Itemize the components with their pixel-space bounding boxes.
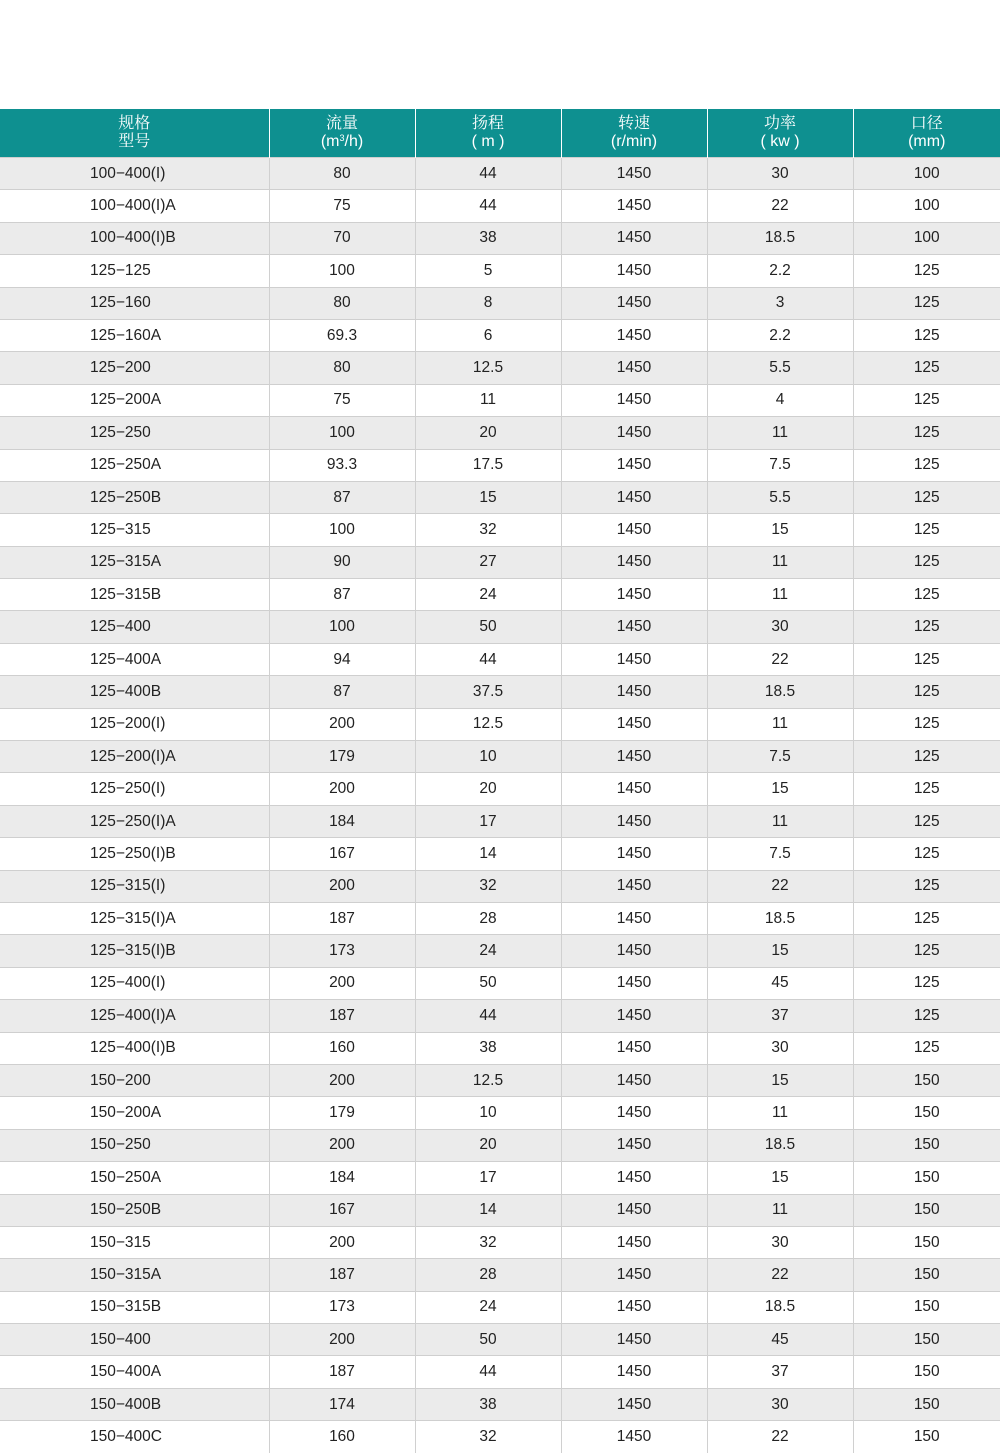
cell-power: 7.5 <box>707 838 853 870</box>
cell-head: 32 <box>415 1421 561 1453</box>
table-row <box>0 1421 1000 1453</box>
cell-flow: 200 <box>269 773 415 805</box>
cell-power: 45 <box>707 967 853 999</box>
cell-flow: 100 <box>269 514 415 546</box>
cell-model: 150−250B <box>0 1194 269 1226</box>
cell-power: 15 <box>707 514 853 546</box>
cell-diameter: 150 <box>853 1388 1000 1420</box>
cell-speed: 1450 <box>561 741 707 773</box>
cell-flow: 187 <box>269 902 415 934</box>
cell-flow: 200 <box>269 1064 415 1096</box>
cell-diameter: 150 <box>853 1291 1000 1323</box>
table-row <box>0 1064 1000 1096</box>
cell-flow: 80 <box>269 158 415 190</box>
header-speed: 转速 (r/min) <box>561 109 707 158</box>
cell-power: 4 <box>707 384 853 416</box>
cell-power: 11 <box>707 579 853 611</box>
cell-head: 12.5 <box>415 352 561 384</box>
cell-flow: 200 <box>269 1129 415 1161</box>
cell-speed: 1450 <box>561 352 707 384</box>
cell-flow: 167 <box>269 1194 415 1226</box>
cell-model: 125−250(I)B <box>0 838 269 870</box>
cell-power: 22 <box>707 190 853 222</box>
cell-model: 125−400(I)A <box>0 1000 269 1032</box>
table-row <box>0 384 1000 416</box>
table-row <box>0 1129 1000 1161</box>
cell-speed: 1450 <box>561 1129 707 1161</box>
cell-diameter: 125 <box>853 384 1000 416</box>
table-row <box>0 643 1000 675</box>
table-row <box>0 870 1000 902</box>
cell-head: 14 <box>415 838 561 870</box>
cell-speed: 1450 <box>561 611 707 643</box>
cell-power: 3 <box>707 287 853 319</box>
cell-model: 150−400C <box>0 1421 269 1453</box>
cell-model: 150−315 <box>0 1226 269 1258</box>
cell-speed: 1450 <box>561 643 707 675</box>
cell-flow: 100 <box>269 255 415 287</box>
cell-model: 150−315B <box>0 1291 269 1323</box>
cell-power: 15 <box>707 773 853 805</box>
cell-flow: 75 <box>269 384 415 416</box>
cell-head: 12.5 <box>415 1064 561 1096</box>
cell-speed: 1450 <box>561 902 707 934</box>
cell-power: 18.5 <box>707 1129 853 1161</box>
header-model: 规格 型号 <box>0 109 269 158</box>
cell-power: 22 <box>707 870 853 902</box>
cell-speed: 1450 <box>561 1324 707 1356</box>
cell-diameter: 125 <box>853 773 1000 805</box>
cell-power: 45 <box>707 1324 853 1356</box>
table-body <box>0 158 1000 1453</box>
cell-power: 18.5 <box>707 902 853 934</box>
cell-model: 125−315(I)A <box>0 902 269 934</box>
table-row <box>0 319 1000 351</box>
cell-speed: 1450 <box>561 384 707 416</box>
table-row <box>0 546 1000 578</box>
table-row <box>0 1324 1000 1356</box>
cell-diameter: 125 <box>853 902 1000 934</box>
cell-model: 125−160 <box>0 287 269 319</box>
cell-speed: 1450 <box>561 708 707 740</box>
header-head: 扬程 ( m ) <box>415 109 561 158</box>
cell-diameter: 125 <box>853 417 1000 449</box>
table-row <box>0 1194 1000 1226</box>
cell-diameter: 125 <box>853 935 1000 967</box>
cell-flow: 173 <box>269 1291 415 1323</box>
table-row <box>0 708 1000 740</box>
cell-diameter: 125 <box>853 481 1000 513</box>
cell-head: 5 <box>415 255 561 287</box>
cell-speed: 1450 <box>561 1291 707 1323</box>
cell-model: 150−315A <box>0 1259 269 1291</box>
cell-head: 20 <box>415 1129 561 1161</box>
cell-flow: 94 <box>269 643 415 675</box>
cell-speed: 1450 <box>561 1226 707 1258</box>
header-row <box>0 109 1000 158</box>
table-row <box>0 255 1000 287</box>
table-row <box>0 481 1000 513</box>
cell-head: 17 <box>415 1162 561 1194</box>
cell-flow: 200 <box>269 1226 415 1258</box>
cell-speed: 1450 <box>561 190 707 222</box>
cell-model: 100−400(I)A <box>0 190 269 222</box>
cell-diameter: 150 <box>853 1324 1000 1356</box>
cell-flow: 173 <box>269 935 415 967</box>
table-row <box>0 935 1000 967</box>
cell-flow: 179 <box>269 741 415 773</box>
cell-power: 2.2 <box>707 319 853 351</box>
cell-speed: 1450 <box>561 838 707 870</box>
cell-diameter: 150 <box>853 1194 1000 1226</box>
cell-power: 5.5 <box>707 481 853 513</box>
cell-power: 15 <box>707 935 853 967</box>
table-row <box>0 579 1000 611</box>
table-row <box>0 352 1000 384</box>
cell-model: 125−200(I)A <box>0 741 269 773</box>
cell-head: 17 <box>415 805 561 837</box>
cell-flow: 160 <box>269 1032 415 1064</box>
cell-diameter: 125 <box>853 967 1000 999</box>
cell-speed: 1450 <box>561 1000 707 1032</box>
cell-power: 30 <box>707 1032 853 1064</box>
cell-power: 30 <box>707 1226 853 1258</box>
cell-diameter: 100 <box>853 158 1000 190</box>
pump-spec-table <box>0 109 1000 1453</box>
cell-power: 11 <box>707 708 853 740</box>
cell-model: 125−250(I) <box>0 773 269 805</box>
cell-model: 125−250A <box>0 449 269 481</box>
cell-flow: 174 <box>269 1388 415 1420</box>
cell-model: 125−315(I) <box>0 870 269 902</box>
cell-speed: 1450 <box>561 1194 707 1226</box>
cell-model: 125−250(I)A <box>0 805 269 837</box>
cell-power: 11 <box>707 417 853 449</box>
cell-flow: 184 <box>269 805 415 837</box>
cell-power: 11 <box>707 1097 853 1129</box>
cell-diameter: 125 <box>853 1000 1000 1032</box>
cell-speed: 1450 <box>561 1356 707 1388</box>
cell-flow: 184 <box>269 1162 415 1194</box>
cell-diameter: 150 <box>853 1162 1000 1194</box>
cell-flow: 187 <box>269 1259 415 1291</box>
cell-diameter: 125 <box>853 449 1000 481</box>
cell-speed: 1450 <box>561 449 707 481</box>
cell-head: 10 <box>415 741 561 773</box>
cell-speed: 1450 <box>561 773 707 805</box>
table-row <box>0 1259 1000 1291</box>
cell-speed: 1450 <box>561 287 707 319</box>
cell-diameter: 125 <box>853 579 1000 611</box>
cell-diameter: 150 <box>853 1356 1000 1388</box>
cell-head: 24 <box>415 1291 561 1323</box>
table-row <box>0 1032 1000 1064</box>
cell-flow: 80 <box>269 352 415 384</box>
cell-power: 37 <box>707 1356 853 1388</box>
cell-flow: 87 <box>269 579 415 611</box>
cell-head: 8 <box>415 287 561 319</box>
cell-speed: 1450 <box>561 805 707 837</box>
cell-power: 15 <box>707 1064 853 1096</box>
cell-speed: 1450 <box>561 222 707 254</box>
cell-model: 150−400A <box>0 1356 269 1388</box>
cell-model: 100−400(I) <box>0 158 269 190</box>
cell-power: 22 <box>707 1421 853 1453</box>
cell-model: 125−315B <box>0 579 269 611</box>
cell-diameter: 125 <box>853 514 1000 546</box>
cell-model: 125−160A <box>0 319 269 351</box>
cell-head: 14 <box>415 1194 561 1226</box>
cell-diameter: 125 <box>853 1032 1000 1064</box>
cell-flow: 69.3 <box>269 319 415 351</box>
cell-flow: 200 <box>269 870 415 902</box>
cell-flow: 70 <box>269 222 415 254</box>
table-row <box>0 1388 1000 1420</box>
cell-diameter: 125 <box>853 676 1000 708</box>
cell-head: 24 <box>415 579 561 611</box>
cell-speed: 1450 <box>561 1032 707 1064</box>
cell-diameter: 125 <box>853 741 1000 773</box>
cell-head: 11 <box>415 384 561 416</box>
table-row <box>0 287 1000 319</box>
cell-model: 150−250 <box>0 1129 269 1161</box>
cell-speed: 1450 <box>561 1421 707 1453</box>
cell-power: 15 <box>707 1162 853 1194</box>
cell-diameter: 150 <box>853 1421 1000 1453</box>
table-header <box>0 109 1000 158</box>
table-row <box>0 1000 1000 1032</box>
table-row <box>0 1291 1000 1323</box>
cell-speed: 1450 <box>561 1064 707 1096</box>
cell-flow: 80 <box>269 287 415 319</box>
cell-head: 15 <box>415 481 561 513</box>
table-row <box>0 967 1000 999</box>
cell-speed: 1450 <box>561 319 707 351</box>
table-row <box>0 417 1000 449</box>
cell-speed: 1450 <box>561 417 707 449</box>
cell-diameter: 125 <box>853 287 1000 319</box>
cell-speed: 1450 <box>561 1259 707 1291</box>
table-row <box>0 1097 1000 1129</box>
cell-head: 32 <box>415 1226 561 1258</box>
cell-head: 12.5 <box>415 708 561 740</box>
cell-head: 38 <box>415 1032 561 1064</box>
cell-head: 10 <box>415 1097 561 1129</box>
cell-model: 150−400B <box>0 1388 269 1420</box>
cell-speed: 1450 <box>561 1162 707 1194</box>
cell-power: 18.5 <box>707 1291 853 1323</box>
cell-speed: 1450 <box>561 1097 707 1129</box>
cell-model: 125−400(I)B <box>0 1032 269 1064</box>
cell-head: 44 <box>415 190 561 222</box>
table-row <box>0 222 1000 254</box>
table-row <box>0 190 1000 222</box>
cell-speed: 1450 <box>561 255 707 287</box>
cell-diameter: 125 <box>853 805 1000 837</box>
cell-power: 30 <box>707 158 853 190</box>
cell-head: 28 <box>415 902 561 934</box>
header-flow-unit: $(m^3/h)$ <box>320 133 364 150</box>
cell-model: 125−250 <box>0 417 269 449</box>
cell-model: 125−200 <box>0 352 269 384</box>
cell-head: 27 <box>415 546 561 578</box>
header-flow: 流量 $(m^3/h)$ <box>269 109 415 158</box>
cell-diameter: 125 <box>853 643 1000 675</box>
cell-head: 44 <box>415 1000 561 1032</box>
cell-head: 50 <box>415 611 561 643</box>
cell-speed: 1450 <box>561 676 707 708</box>
cell-flow: 93.3 <box>269 449 415 481</box>
cell-flow: 200 <box>269 967 415 999</box>
cell-model: 125−400(I) <box>0 967 269 999</box>
cell-flow: 187 <box>269 1000 415 1032</box>
cell-power: 37 <box>707 1000 853 1032</box>
table-row <box>0 611 1000 643</box>
cell-head: 6 <box>415 319 561 351</box>
cell-diameter: 150 <box>853 1129 1000 1161</box>
header-power: 功率 ( kw ) <box>707 109 853 158</box>
cell-power: 11 <box>707 546 853 578</box>
cell-speed: 1450 <box>561 579 707 611</box>
cell-head: 44 <box>415 1356 561 1388</box>
cell-speed: 1450 <box>561 935 707 967</box>
cell-flow: 167 <box>269 838 415 870</box>
cell-model: 125−125 <box>0 255 269 287</box>
table-row <box>0 676 1000 708</box>
cell-model: 125−315(I)B <box>0 935 269 967</box>
cell-head: 20 <box>415 773 561 805</box>
cell-power: 7.5 <box>707 741 853 773</box>
cell-flow: 200 <box>269 708 415 740</box>
cell-diameter: 150 <box>853 1259 1000 1291</box>
cell-speed: 1450 <box>561 481 707 513</box>
table-row <box>0 741 1000 773</box>
cell-flow: 187 <box>269 1356 415 1388</box>
cell-model: 150−250A <box>0 1162 269 1194</box>
cell-model: 100−400(I)B <box>0 222 269 254</box>
cell-head: 44 <box>415 158 561 190</box>
cell-model: 125−200(I) <box>0 708 269 740</box>
cell-power: 30 <box>707 611 853 643</box>
cell-diameter: 125 <box>853 319 1000 351</box>
cell-head: 24 <box>415 935 561 967</box>
header-diameter: 口径 (mm) <box>853 109 1000 158</box>
cell-diameter: 125 <box>853 870 1000 902</box>
cell-speed: 1450 <box>561 967 707 999</box>
cell-flow: 200 <box>269 1324 415 1356</box>
cell-speed: 1450 <box>561 158 707 190</box>
table-row <box>0 838 1000 870</box>
cell-flow: 179 <box>269 1097 415 1129</box>
cell-power: 2.2 <box>707 255 853 287</box>
cell-model: 125−315 <box>0 514 269 546</box>
cell-model: 125−315A <box>0 546 269 578</box>
table-row <box>0 773 1000 805</box>
cell-diameter: 125 <box>853 838 1000 870</box>
cell-model: 125−400 <box>0 611 269 643</box>
cell-model: 150−200A <box>0 1097 269 1129</box>
cell-power: 18.5 <box>707 222 853 254</box>
cell-flow: 87 <box>269 676 415 708</box>
cell-head: 32 <box>415 514 561 546</box>
cell-diameter: 100 <box>853 190 1000 222</box>
cell-head: 28 <box>415 1259 561 1291</box>
table-row <box>0 805 1000 837</box>
cell-flow: 160 <box>269 1421 415 1453</box>
cell-head: 38 <box>415 1388 561 1420</box>
cell-power: 22 <box>707 643 853 675</box>
cell-power: 30 <box>707 1388 853 1420</box>
cell-diameter: 150 <box>853 1064 1000 1096</box>
cell-model: 125−250B <box>0 481 269 513</box>
cell-flow: 100 <box>269 417 415 449</box>
cell-flow: 87 <box>269 481 415 513</box>
table-row <box>0 1356 1000 1388</box>
cell-diameter: 125 <box>853 255 1000 287</box>
cell-diameter: 100 <box>853 222 1000 254</box>
cell-power: 5.5 <box>707 352 853 384</box>
table-row <box>0 158 1000 190</box>
cell-power: 11 <box>707 805 853 837</box>
cell-power: 7.5 <box>707 449 853 481</box>
cell-diameter: 125 <box>853 708 1000 740</box>
cell-speed: 1450 <box>561 514 707 546</box>
cell-speed: 1450 <box>561 870 707 902</box>
cell-diameter: 125 <box>853 352 1000 384</box>
cell-head: 44 <box>415 643 561 675</box>
cell-diameter: 125 <box>853 611 1000 643</box>
cell-speed: 1450 <box>561 1388 707 1420</box>
table-row <box>0 902 1000 934</box>
cell-diameter: 150 <box>853 1097 1000 1129</box>
table-row <box>0 1162 1000 1194</box>
cell-model: 150−400 <box>0 1324 269 1356</box>
cell-head: 50 <box>415 1324 561 1356</box>
cell-flow: 75 <box>269 190 415 222</box>
cell-model: 125−200A <box>0 384 269 416</box>
table-row <box>0 449 1000 481</box>
cell-speed: 1450 <box>561 546 707 578</box>
table-row <box>0 514 1000 546</box>
cell-head: 17.5 <box>415 449 561 481</box>
cell-power: 22 <box>707 1259 853 1291</box>
cell-head: 32 <box>415 870 561 902</box>
cell-head: 50 <box>415 967 561 999</box>
cell-head: 38 <box>415 222 561 254</box>
cell-power: 11 <box>707 1194 853 1226</box>
cell-model: 125−400B <box>0 676 269 708</box>
cell-model: 125−400A <box>0 643 269 675</box>
cell-model: 150−200 <box>0 1064 269 1096</box>
cell-flow: 90 <box>269 546 415 578</box>
cell-diameter: 150 <box>853 1226 1000 1258</box>
cell-diameter: 125 <box>853 546 1000 578</box>
cell-power: 18.5 <box>707 676 853 708</box>
table-row <box>0 1226 1000 1258</box>
cell-flow: 100 <box>269 611 415 643</box>
cell-head: 37.5 <box>415 676 561 708</box>
cell-head: 20 <box>415 417 561 449</box>
